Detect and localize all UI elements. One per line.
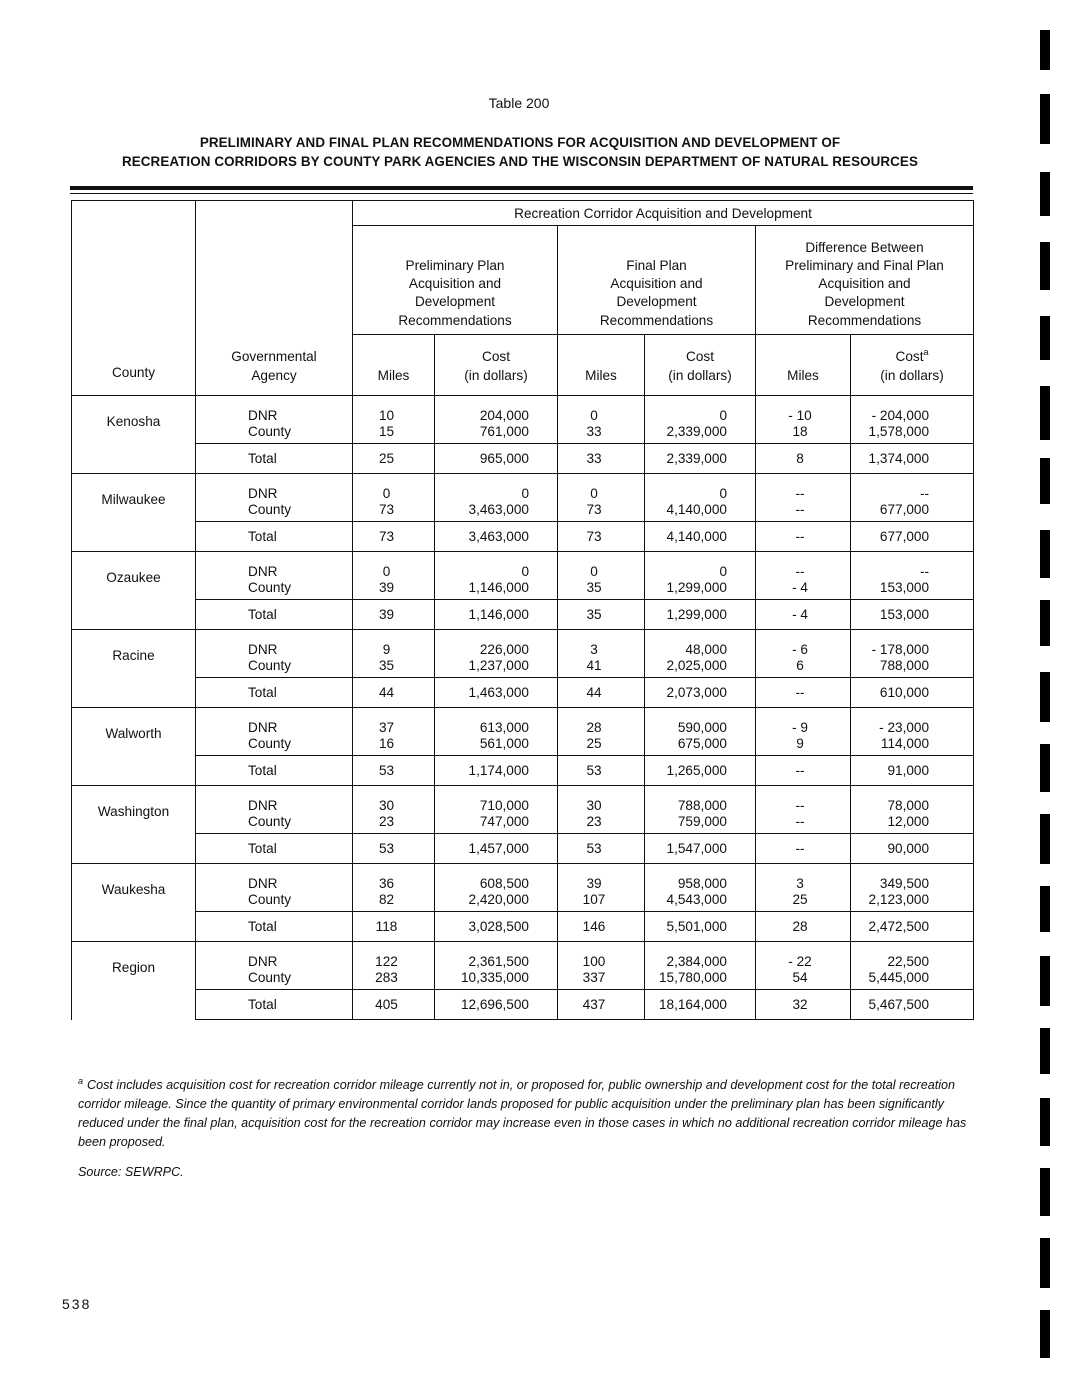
- agency-cell: Total: [196, 522, 353, 552]
- table-row: [72, 552, 974, 581]
- agency-cell: County: [196, 892, 353, 912]
- prelim-cost-cell: 613,000: [435, 708, 558, 737]
- final-miles-cell: 53: [558, 834, 645, 864]
- diff-cost-cell: 1,578,000: [851, 424, 974, 444]
- final-miles-cell: 39: [558, 864, 645, 893]
- prelim-cost-cell: 0: [435, 552, 558, 581]
- table-row: [72, 736, 974, 756]
- prelim-cost-cell: 1,174,000: [435, 756, 558, 786]
- prelim-miles-header: Miles: [353, 335, 435, 396]
- diff-miles-cell: - 9: [756, 708, 851, 737]
- table-row: [72, 424, 974, 444]
- table-row: [72, 834, 974, 864]
- diff-miles-cell: --: [756, 756, 851, 786]
- prelim-miles-cell: 23: [353, 814, 435, 834]
- table-row: [72, 522, 974, 552]
- diff-cost-cell: 90,000: [851, 834, 974, 864]
- agency-cell: DNR: [196, 630, 353, 659]
- table-row: [72, 756, 974, 786]
- prelim-miles-cell: 405: [353, 990, 435, 1020]
- table-row: [72, 678, 974, 708]
- table-row: [72, 786, 974, 815]
- agency-cell: Total: [196, 600, 353, 630]
- prelim-cost-cell: 1,146,000: [435, 580, 558, 600]
- agency-cell: County: [196, 970, 353, 990]
- prelim-miles-cell: 73: [353, 522, 435, 552]
- final-miles-cell: 53: [558, 756, 645, 786]
- group-header-main: Recreation Corridor Acquisition and Development: [353, 201, 974, 226]
- prelim-cost-cell: 0: [435, 474, 558, 503]
- diff-cost-cell: 153,000: [851, 580, 974, 600]
- agency-cell: DNR: [196, 864, 353, 893]
- final-cost-cell: 1,547,000: [645, 834, 756, 864]
- title-line-2: RECREATION CORRIDORS BY COUNTY PARK AGENCIES AND THE WISCONSIN DEPARTMENT OF NATURAL RESOURCES: [121, 154, 918, 169]
- diff-miles-cell: --: [756, 502, 851, 522]
- footnote-mark: a: [78, 1076, 84, 1086]
- agency-cell: Total: [196, 834, 353, 864]
- table-row: [72, 658, 974, 678]
- diff-miles-header: Miles: [756, 335, 851, 396]
- final-miles-cell: 73: [558, 522, 645, 552]
- table-label: Table 200: [488, 95, 550, 111]
- final-miles-cell: 25: [558, 736, 645, 756]
- agency-cell: County: [196, 502, 353, 522]
- table-row: [72, 912, 974, 942]
- county-washington: Washington: [72, 786, 196, 864]
- agency-cell: County: [196, 658, 353, 678]
- prelim-miles-cell: 39: [353, 600, 435, 630]
- final-cost-cell: 48,000: [645, 630, 756, 659]
- prelim-miles-cell: 16: [353, 736, 435, 756]
- final-cost-cell: 4,140,000: [645, 522, 756, 552]
- agency-cell: DNR: [196, 786, 353, 815]
- diff-miles-cell: 3: [756, 864, 851, 893]
- final-cost-cell: 1,299,000: [645, 600, 756, 630]
- diff-cost-cell: 349,500: [851, 864, 974, 893]
- final-cost-cell: 1,265,000: [645, 756, 756, 786]
- group-header-preliminary: Preliminary Plan Acquisition and Development Recommendations: [353, 226, 558, 335]
- footnote-marker: a: [923, 347, 929, 357]
- prelim-cost-cell: 965,000: [435, 444, 558, 474]
- final-miles-header: Miles: [558, 335, 645, 396]
- prelim-cost-cell: 747,000: [435, 814, 558, 834]
- diff-cost-cell: 1,374,000: [851, 444, 974, 474]
- agency-cell: Total: [196, 678, 353, 708]
- table-row: [72, 708, 974, 737]
- prelim-miles-cell: 53: [353, 834, 435, 864]
- diff-cost-cell: --: [851, 474, 974, 503]
- agency-cell: Total: [196, 444, 353, 474]
- prelim-cost-cell: 1,457,000: [435, 834, 558, 864]
- final-miles-cell: 73: [558, 502, 645, 522]
- county-racine: Racine: [72, 630, 196, 708]
- title-rule-thick: [70, 186, 973, 190]
- table-row: [72, 580, 974, 600]
- diff-cost-cell: --: [851, 552, 974, 581]
- prelim-cost-cell: 3,463,000: [435, 502, 558, 522]
- diff-cost-cell: - 178,000: [851, 630, 974, 659]
- agency-cell: DNR: [196, 474, 353, 503]
- final-miles-cell: 33: [558, 444, 645, 474]
- prelim-cost-cell: 3,028,500: [435, 912, 558, 942]
- final-cost-cell: 5,501,000: [645, 912, 756, 942]
- recommendations-table: [71, 200, 974, 1020]
- final-miles-cell: 146: [558, 912, 645, 942]
- final-miles-cell: 3: [558, 630, 645, 659]
- table-row: [72, 444, 974, 474]
- diff-cost-cell: 12,000: [851, 814, 974, 834]
- diff-miles-cell: - 22: [756, 942, 851, 971]
- table-row: [72, 864, 974, 893]
- agency-cell: Total: [196, 912, 353, 942]
- diff-miles-cell: --: [756, 552, 851, 581]
- prelim-cost-cell: 1,146,000: [435, 600, 558, 630]
- agency-cell: Total: [196, 756, 353, 786]
- agency-cell: Total: [196, 990, 353, 1020]
- prelim-miles-cell: 53: [353, 756, 435, 786]
- final-miles-cell: 0: [558, 396, 645, 425]
- prelim-cost-header: Cost (in dollars): [435, 335, 558, 396]
- diff-cost-cell: 677,000: [851, 502, 974, 522]
- final-cost-cell: 18,164,000: [645, 990, 756, 1020]
- final-miles-cell: 23: [558, 814, 645, 834]
- diff-cost-cell: 78,000: [851, 786, 974, 815]
- final-cost-cell: 15,780,000: [645, 970, 756, 990]
- prelim-miles-cell: 82: [353, 892, 435, 912]
- footnote: [78, 1072, 970, 1152]
- prelim-cost-cell: 761,000: [435, 424, 558, 444]
- final-cost-cell: 4,543,000: [645, 892, 756, 912]
- prelim-miles-cell: 118: [353, 912, 435, 942]
- title-rule-thin: [70, 193, 973, 194]
- final-cost-cell: 2,073,000: [645, 678, 756, 708]
- table-row: [72, 474, 974, 503]
- diff-cost-cell: 91,000: [851, 756, 974, 786]
- prelim-miles-cell: 0: [353, 552, 435, 581]
- diff-miles-cell: - 4: [756, 580, 851, 600]
- prelim-cost-cell: 10,335,000: [435, 970, 558, 990]
- agency-cell: County: [196, 736, 353, 756]
- diff-cost-cell: 22,500: [851, 942, 974, 971]
- source-note: Source: SEWRPC.: [78, 1165, 184, 1179]
- final-miles-cell: 107: [558, 892, 645, 912]
- prelim-cost-cell: 12,696,500: [435, 990, 558, 1020]
- agency-header-spacer: [196, 201, 353, 335]
- prelim-cost-cell: 561,000: [435, 736, 558, 756]
- final-cost-cell: 4,140,000: [645, 502, 756, 522]
- diff-cost-cell: 5,445,000: [851, 970, 974, 990]
- group-header-difference: Difference Between Preliminary and Final Plan Acquisition and Development Recommendations: [756, 226, 974, 335]
- prelim-miles-cell: 122: [353, 942, 435, 971]
- county-waukesha: Waukesha: [72, 864, 196, 942]
- diff-cost-cell: - 204,000: [851, 396, 974, 425]
- final-cost-cell: 759,000: [645, 814, 756, 834]
- final-cost-cell: 0: [645, 396, 756, 425]
- final-cost-cell: 2,384,000: [645, 942, 756, 971]
- county-milwaukee: Milwaukee: [72, 474, 196, 552]
- final-miles-cell: 437: [558, 990, 645, 1020]
- prelim-cost-cell: 1,463,000: [435, 678, 558, 708]
- final-cost-cell: 0: [645, 474, 756, 503]
- final-miles-cell: 0: [558, 552, 645, 581]
- diff-cost-cell: - 23,000: [851, 708, 974, 737]
- table-row: [72, 600, 974, 630]
- prelim-miles-cell: 39: [353, 580, 435, 600]
- prelim-miles-cell: 283: [353, 970, 435, 990]
- prelim-miles-cell: 25: [353, 444, 435, 474]
- county-header: County: [111, 365, 156, 380]
- agency-cell: DNR: [196, 552, 353, 581]
- final-cost-header: Cost (in dollars): [645, 335, 756, 396]
- agency-cell: County: [196, 814, 353, 834]
- final-cost-cell: 788,000: [645, 786, 756, 815]
- final-miles-cell: 0: [558, 474, 645, 503]
- prelim-miles-cell: 0: [353, 474, 435, 503]
- agency-cell: County: [196, 424, 353, 444]
- agency-cell: DNR: [196, 708, 353, 737]
- agency-header: Governmental Agency: [196, 335, 353, 396]
- prelim-miles-cell: 30: [353, 786, 435, 815]
- prelim-miles-cell: 44: [353, 678, 435, 708]
- final-cost-cell: 2,025,000: [645, 658, 756, 678]
- prelim-cost-cell: 2,361,500: [435, 942, 558, 971]
- prelim-miles-cell: 37: [353, 708, 435, 737]
- diff-miles-cell: 18: [756, 424, 851, 444]
- diff-cost-cell: 677,000: [851, 522, 974, 552]
- prelim-cost-cell: 3,463,000: [435, 522, 558, 552]
- diff-miles-cell: 9: [756, 736, 851, 756]
- footnote-text: Cost includes acquisition cost for recreation corridor mileage currently not in, or proposed for, public ownership and development cost for the total recreation corridor mileage. Since the quantity of primary environmental corridor lands proposed for public acquisition under the preliminary plan has been significantly reduced under the final plan, acquisition cost for the recreation corridor may increase even in those cases in which no additional recreation corridor mileage has been proposed.: [78, 1078, 967, 1149]
- diff-miles-cell: --: [756, 474, 851, 503]
- prelim-cost-cell: 226,000: [435, 630, 558, 659]
- agency-cell: DNR: [196, 396, 353, 425]
- county-kenosha: Kenosha: [72, 396, 196, 474]
- county-ozaukee: Ozaukee: [72, 552, 196, 630]
- diff-cost-cell: 2,472,500: [851, 912, 974, 942]
- diff-miles-cell: - 6: [756, 630, 851, 659]
- title-line-1: PRELIMINARY AND FINAL PLAN RECOMMENDATIONS FOR ACQUISITION AND DEVELOPMENT OF: [199, 135, 841, 150]
- diff-cost-cell: 153,000: [851, 600, 974, 630]
- final-miles-cell: 100: [558, 942, 645, 971]
- agency-cell: County: [196, 580, 353, 600]
- diff-miles-cell: 8: [756, 444, 851, 474]
- final-miles-cell: 41: [558, 658, 645, 678]
- prelim-miles-cell: 36: [353, 864, 435, 893]
- prelim-cost-cell: 608,500: [435, 864, 558, 893]
- diff-cost-cell: 610,000: [851, 678, 974, 708]
- final-cost-cell: 590,000: [645, 708, 756, 737]
- diff-miles-cell: --: [756, 786, 851, 815]
- county-walworth: Walworth: [72, 708, 196, 786]
- diff-cost-cell: 5,467,500: [851, 990, 974, 1020]
- prelim-miles-cell: 35: [353, 658, 435, 678]
- final-miles-cell: 30: [558, 786, 645, 815]
- final-cost-cell: 958,000: [645, 864, 756, 893]
- final-miles-cell: 33: [558, 424, 645, 444]
- table-row: [72, 892, 974, 912]
- diff-miles-cell: - 10: [756, 396, 851, 425]
- group-header-final: Final Plan Acquisition and Development Recommendations: [558, 226, 756, 335]
- final-cost-cell: 0: [645, 552, 756, 581]
- diff-miles-cell: 28: [756, 912, 851, 942]
- prelim-miles-cell: 73: [353, 502, 435, 522]
- final-miles-cell: 44: [558, 678, 645, 708]
- document-title: [70, 133, 970, 171]
- diff-miles-cell: --: [756, 678, 851, 708]
- final-miles-cell: 28: [558, 708, 645, 737]
- diff-miles-cell: --: [756, 814, 851, 834]
- table-row: [72, 990, 974, 1020]
- diff-miles-cell: - 4: [756, 600, 851, 630]
- diff-miles-cell: --: [756, 522, 851, 552]
- prelim-cost-cell: 204,000: [435, 396, 558, 425]
- agency-cell: DNR: [196, 942, 353, 971]
- prelim-cost-cell: 1,237,000: [435, 658, 558, 678]
- diff-cost-cell: 114,000: [851, 736, 974, 756]
- prelim-cost-cell: 710,000: [435, 786, 558, 815]
- county-region: Region: [72, 942, 196, 1020]
- final-cost-cell: 675,000: [645, 736, 756, 756]
- diff-cost-header: Cost$^a$ (in dollars): [851, 335, 974, 396]
- prelim-miles-cell: 15: [353, 424, 435, 444]
- prelim-miles-cell: 10: [353, 396, 435, 425]
- diff-cost-cell: 2,123,000: [851, 892, 974, 912]
- table-row: [72, 630, 974, 659]
- final-cost-cell: 1,299,000: [645, 580, 756, 600]
- table-row: [72, 502, 974, 522]
- prelim-miles-cell: 9: [353, 630, 435, 659]
- page-number: 538: [62, 1296, 92, 1312]
- diff-miles-cell: 54: [756, 970, 851, 990]
- prelim-cost-cell: 2,420,000: [435, 892, 558, 912]
- diff-miles-cell: --: [756, 834, 851, 864]
- table-row: [72, 814, 974, 834]
- diff-cost-cell: 788,000: [851, 658, 974, 678]
- table-row: [72, 396, 974, 425]
- final-cost-cell: 2,339,000: [645, 424, 756, 444]
- diff-miles-cell: 25: [756, 892, 851, 912]
- final-cost-cell: 2,339,000: [645, 444, 756, 474]
- table-row: [72, 970, 974, 990]
- diff-miles-cell: 32: [756, 990, 851, 1020]
- final-miles-cell: 35: [558, 600, 645, 630]
- final-miles-cell: 337: [558, 970, 645, 990]
- final-miles-cell: 35: [558, 580, 645, 600]
- table-row: [72, 942, 974, 971]
- diff-miles-cell: 6: [756, 658, 851, 678]
- registration-marks: [1040, 30, 1052, 1370]
